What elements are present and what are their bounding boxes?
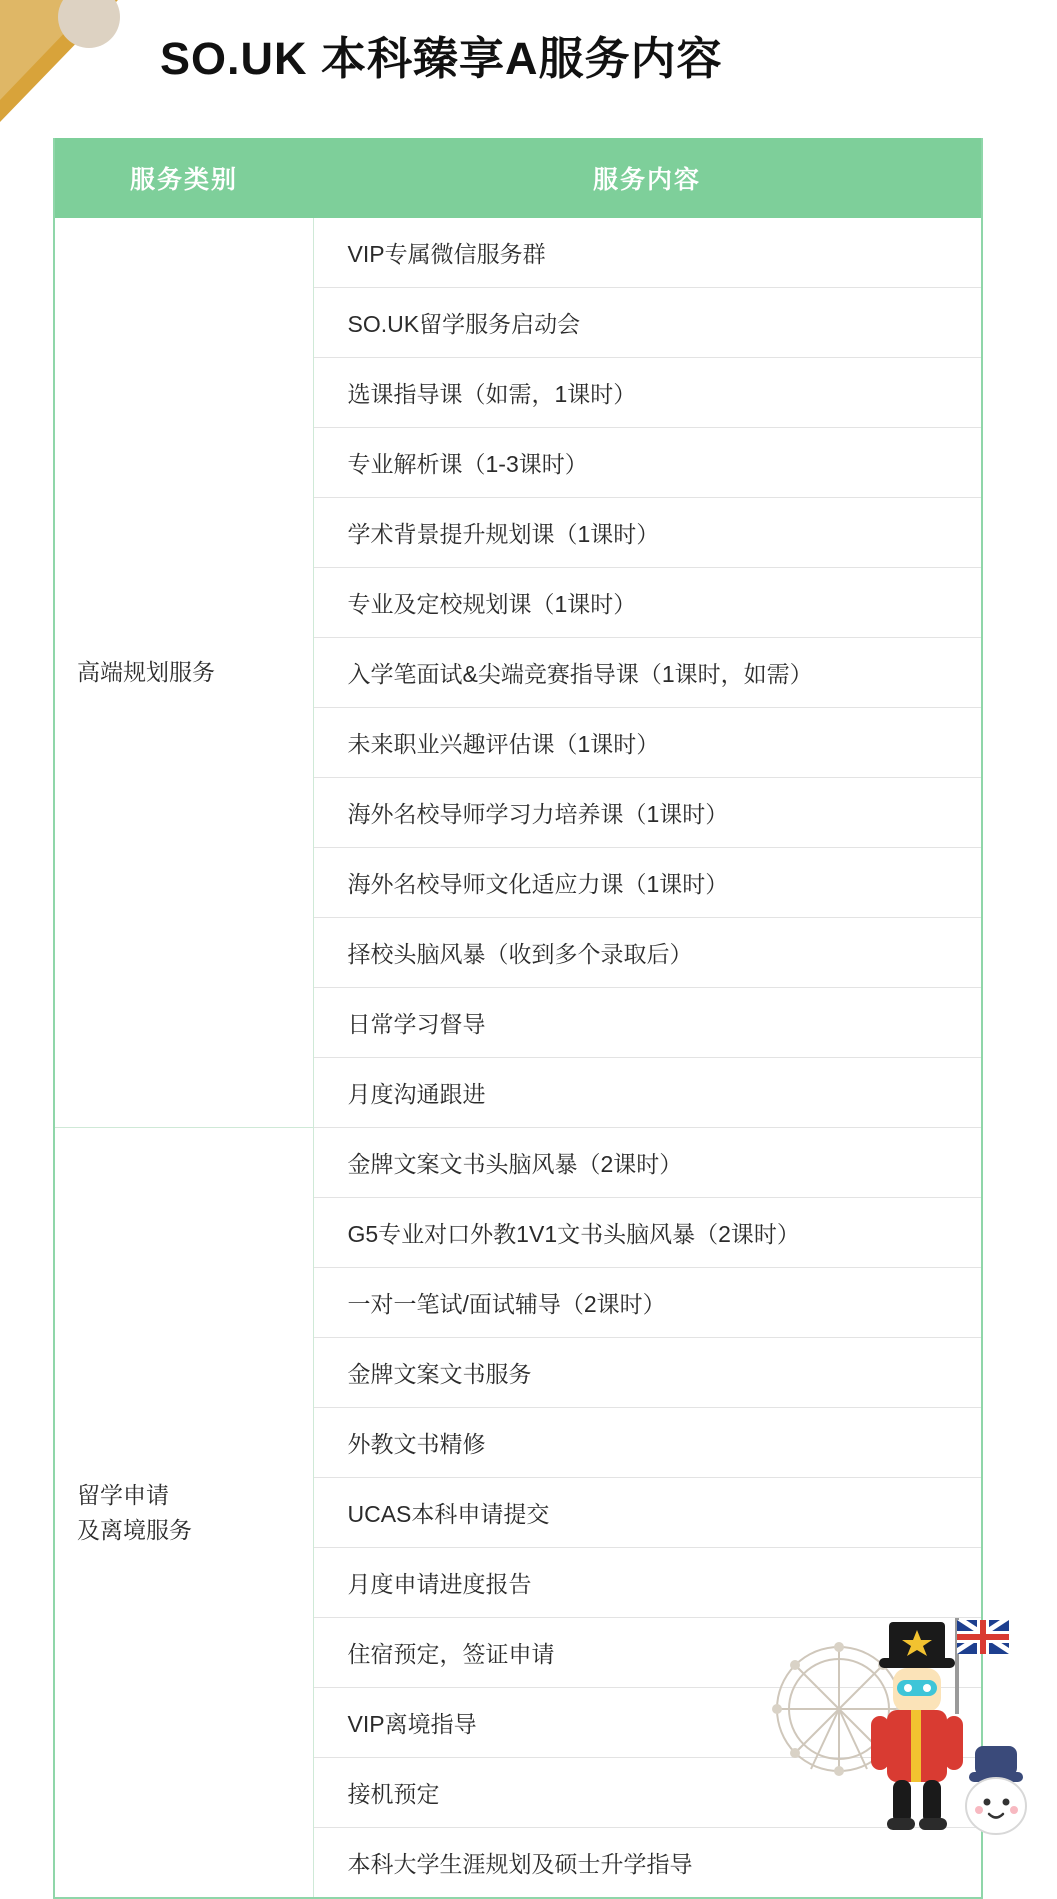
service-item-cell: 接机预定 xyxy=(313,1758,981,1828)
service-item-cell: VIP专属微信服务群 xyxy=(313,218,981,288)
service-item-cell: SO.UK留学服务启动会 xyxy=(313,288,981,358)
service-item-cell: UCAS本科申请提交 xyxy=(313,1478,981,1548)
table-body xyxy=(55,218,981,1897)
service-item-cell: 选课指导课（如需，1课时） xyxy=(313,358,981,428)
service-item-cell: 学术背景提升规划课（1课时） xyxy=(313,498,981,568)
service-item-cell: 住宿预定，签证申请 xyxy=(313,1618,981,1688)
service-item-cell: 金牌文案文书头脑风暴（2课时） xyxy=(313,1128,981,1198)
service-item-cell: 日常学习督导 xyxy=(313,988,981,1058)
service-item-cell: 择校头脑风暴（收到多个录取后） xyxy=(313,918,981,988)
column-header-content: 服务内容 xyxy=(313,138,981,218)
table-header-row xyxy=(55,138,981,218)
triangle-inner-icon xyxy=(0,0,96,100)
service-item-cell: 未来职业兴趣评估课（1课时） xyxy=(313,708,981,778)
service-item-cell: 海外名校导师文化适应力课（1课时） xyxy=(313,848,981,918)
service-item-cell: 外教文书精修 xyxy=(313,1408,981,1478)
circle-decoration-icon xyxy=(58,0,120,48)
table-row xyxy=(55,218,981,288)
service-item-cell: 月度沟通跟进 xyxy=(313,1058,981,1128)
service-item-cell: 本科大学生涯规划及硕士升学指导 xyxy=(313,1828,981,1898)
service-category-cell: 高端规划服务 xyxy=(55,218,313,1128)
service-item-cell: 一对一笔试/面试辅导（2课时） xyxy=(313,1268,981,1338)
table-row xyxy=(55,1128,981,1198)
service-table xyxy=(53,138,983,1899)
triangle-decoration-icon xyxy=(0,0,118,122)
corner-decoration xyxy=(0,0,150,140)
column-header-category: 服务类别 xyxy=(55,138,313,218)
service-item-cell: 海外名校导师学习力培养课（1课时） xyxy=(313,778,981,848)
service-item-cell: VIP离境指导 xyxy=(313,1688,981,1758)
service-category-cell: 留学申请 及离境服务 xyxy=(55,1128,313,1898)
service-item-cell: 入学笔面试&尖端竞赛指导课（1课时，如需） xyxy=(313,638,981,708)
service-item-cell: 专业解析课（1-3课时） xyxy=(313,428,981,498)
page-title: SO.UK 本科臻享A服务内容 xyxy=(160,33,723,84)
service-item-cell: 金牌文案文书服务 xyxy=(313,1338,981,1408)
service-item-cell: G5专业对口外教1V1文书头脑风暴（2课时） xyxy=(313,1198,981,1268)
service-item-cell: 月度申请进度报告 xyxy=(313,1548,981,1618)
service-item-cell: 专业及定校规划课（1课时） xyxy=(313,568,981,638)
